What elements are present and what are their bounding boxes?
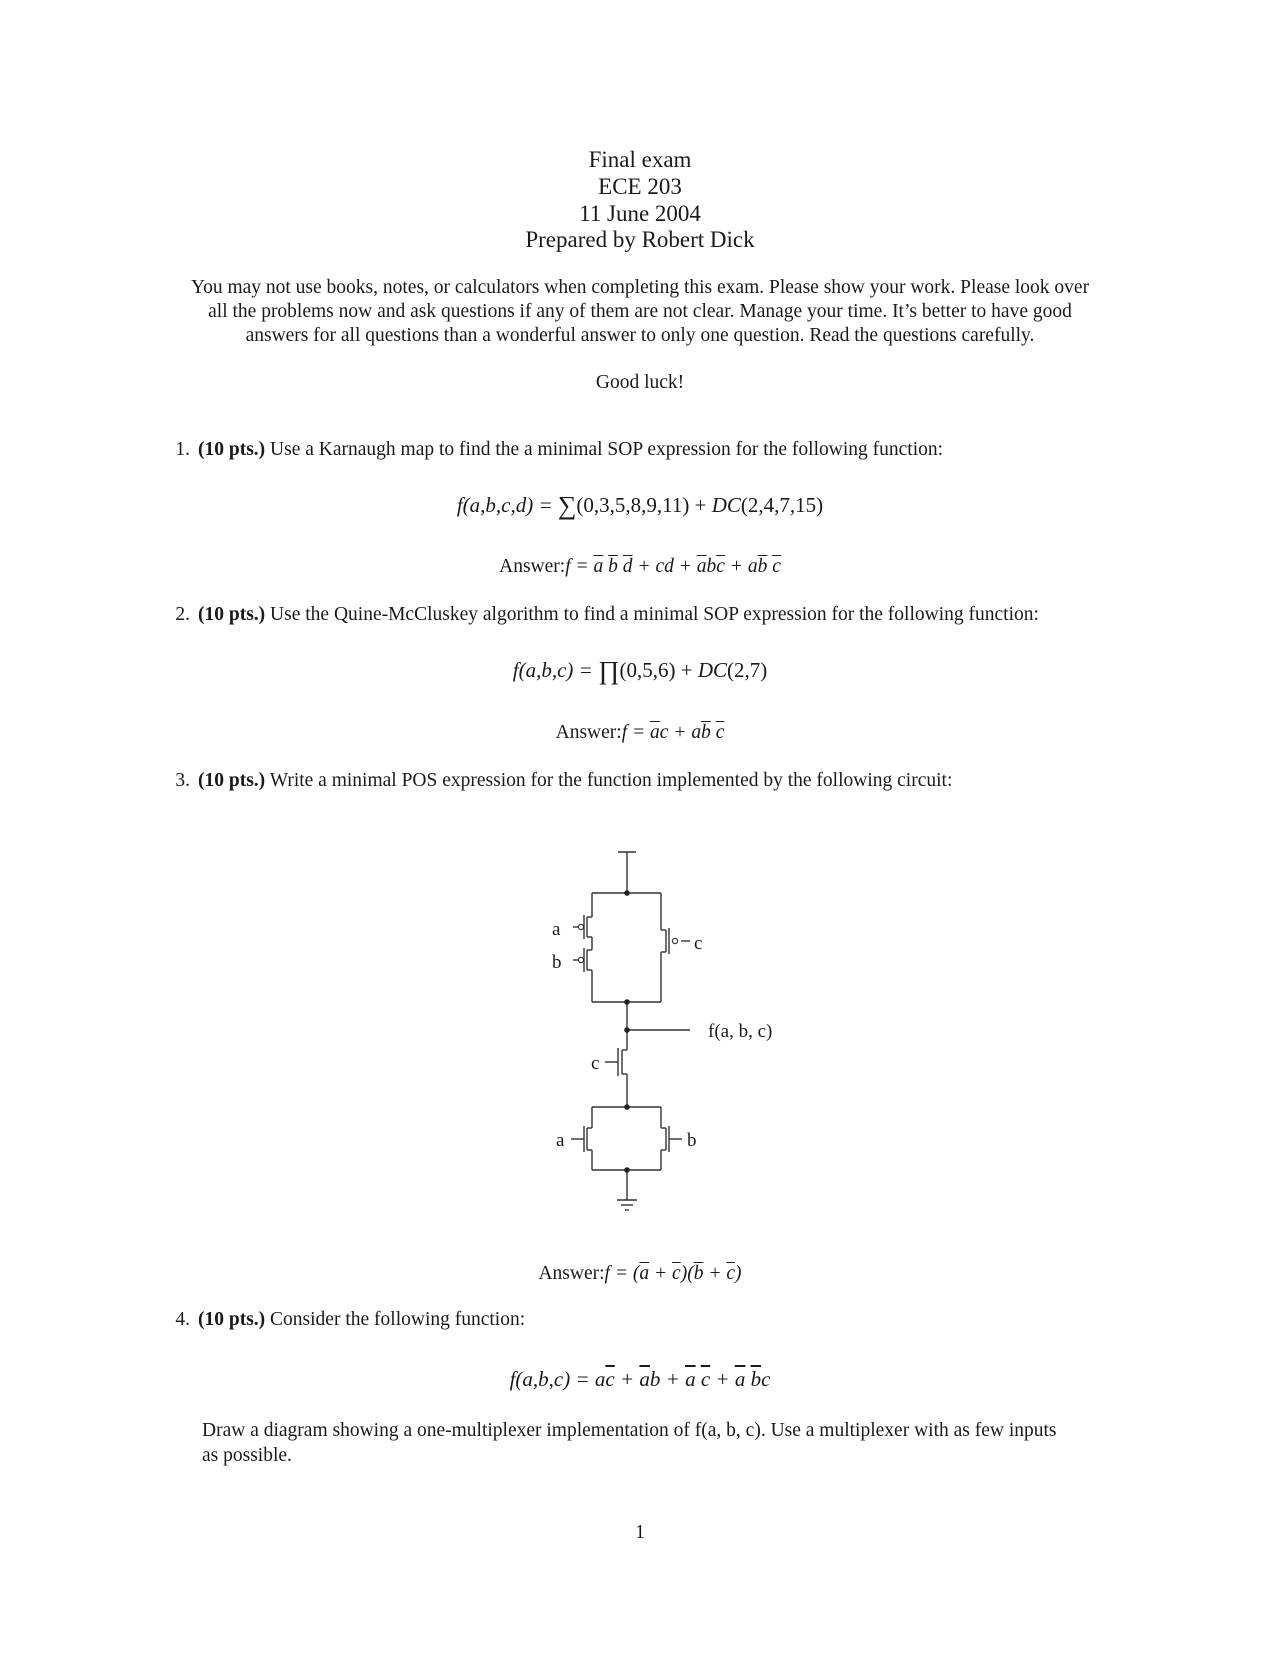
problem-4-instructions-line-2: as possible. (202, 1445, 292, 1466)
sum-operator: ∑ (557, 491, 577, 520)
answer-2-expression: $\overline{a}c + a\overline{b}$ $\overline{c}$ (650, 722, 725, 743)
problem-1-text: Use a Karnaugh map to find the a minimal SOP expression for the following function: (270, 439, 944, 460)
input-label-c-bottom: c (591, 1053, 600, 1074)
problem-4-number: 4. (175, 1309, 190, 1330)
pmos-b-bubble (578, 957, 583, 962)
problem-4-equation (0, 1367, 1280, 1392)
answer-label: Answer: (499, 556, 566, 577)
eq2-dc: DC (697, 658, 727, 682)
eq2-dontcares: (2,7) (727, 658, 768, 682)
answer-label: Answer: (555, 722, 622, 743)
exam-author: Prepared by Robert Dick (525, 227, 755, 252)
problem-1-number: 1. (175, 439, 190, 460)
problem-4-instructions-line-1: Draw a diagram showing a one-multiplexer implementation of f(a, b, c). Use a multiplexer with as few inputs (202, 1420, 1057, 1441)
eq1-lhs: f(a,b,c,d) = (456, 493, 558, 517)
answer-prefix: f = (565, 556, 594, 577)
pmos-c-bubble (672, 938, 677, 943)
input-label-a-bottom: a (556, 1130, 565, 1151)
intro-line-1: You may not use books, notes, or calculators when completing this exam. Please show your work. Please look over (190, 277, 1090, 298)
answer-3-expression: $(\overline{a} + \overline{c})(\overline{b} + \overline{c})$ (632, 1263, 742, 1284)
input-label-b-bottom: b (687, 1130, 697, 1151)
answer-prefix: f = (604, 1263, 633, 1284)
eq2-maxterms: (0,5,6) + (619, 658, 698, 682)
eq4-lhs: f(a,b,c) = (509, 1367, 595, 1391)
page-number: 1 (635, 1522, 645, 1543)
eq1-dc: DC (711, 493, 741, 517)
pmos-a-bubble (578, 924, 583, 929)
product-operator: ∏ (598, 656, 620, 685)
exam-title: Final exam (588, 147, 692, 172)
answer-label: Answer: (538, 1263, 605, 1284)
problem-4-text: Consider the following function: (270, 1309, 526, 1330)
eq4-rhs: $a\overline{c} + \overline{a}b + \overline{a}$ $\overline{c} + \overline{a}$ $\overline{b}c$ (594, 1367, 771, 1391)
eq1-dontcares: (2,4,7,15) (740, 493, 824, 517)
good-luck: Good luck! (595, 372, 685, 393)
exam-date: 11 June 2004 (579, 201, 701, 226)
problem-3-answer (0, 1263, 1280, 1285)
intro-line-2: all the problems now and ask questions if any of them are not clear. Manage your time. It’s better to have good (208, 301, 1072, 322)
problem-2-text: Use the Quine-McCluskey algorithm to find a minimal SOP expression for the following function: (270, 604, 1039, 625)
answer-prefix: f = (621, 722, 651, 743)
problem-4 (160, 1307, 525, 1332)
input-label-c-top: c (694, 933, 703, 954)
eq2-lhs: f(a,b,c) = (512, 658, 599, 682)
output-label: f(a, b, c) (708, 1021, 773, 1042)
problem-1-points: (10 pts.) (198, 439, 266, 460)
problem-2-number: 2. (175, 604, 190, 625)
course-code: ECE 203 (598, 174, 682, 199)
problem-3-points: (10 pts.) (198, 770, 266, 791)
problem-3-number: 3. (175, 770, 190, 791)
intro-line-3: answers for all questions than a wonderful answer to only one question. Read the questions carefully. (245, 325, 1035, 346)
problem-4-points: (10 pts.) (198, 1309, 266, 1330)
input-label-b-top: b (552, 952, 562, 973)
problem-2-points: (10 pts.) (198, 604, 266, 625)
input-label-a-top: a (552, 919, 561, 940)
answer-1-expression: $\overline{a}$ $\overline{b}$ $\overline{d}$ + cd + $\overline{a}b\overline{c} + a\overline{b}$ $\overline{c}$ (593, 556, 781, 577)
eq1-minterms: (0,3,5,8,9,11) + (576, 493, 712, 517)
problem-3-text: Write a minimal POS expression for the function implemented by the following circuit: (269, 770, 953, 791)
